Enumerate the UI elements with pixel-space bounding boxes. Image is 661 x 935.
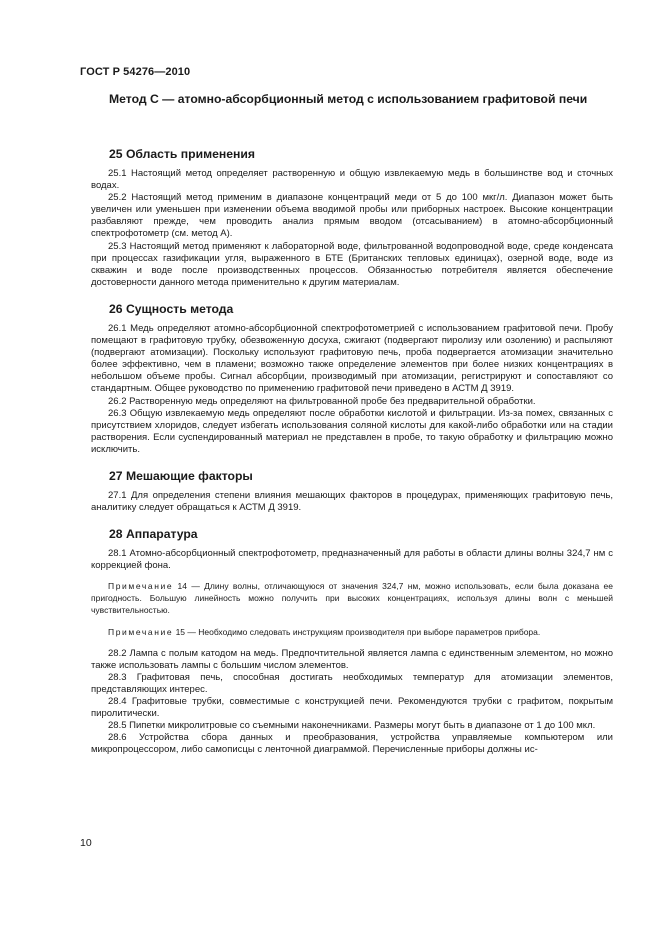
section-25-title: 25 Область применения [109, 147, 255, 161]
paragraph-25-1: 25.1 Настоящий метод определяет растворенную и общую извлекаемую медь в большинстве вод и сточных водах. [91, 168, 613, 192]
note-label: Примечание [108, 627, 174, 638]
paragraph-26-3: 26.3 Общую извлекаемую медь определяют после обработки кислотой и фильтрации. Из-за помех, связанных с присутствием хлоридов, следует избегать использования соляной кислоты для какой-либо обработки или на стадии растворения. Если суспендированный материал не представлен в пробе, то такую обработку и фильтрацию можно исключить. [91, 407, 613, 455]
note-text: 15 — Необходимо следовать инструкциям производителя при выборе параметров прибора. [173, 627, 541, 638]
paragraph-28-1: 28.1 Атомно-абсорбционный спектрофотометр, предназначенный для работы в области длины волны 324,7 нм с коррекцией фона. [91, 548, 613, 572]
paragraph-28-5: 28.5 Пипетки микролитровые со съемными наконечниками. Размеры могут быть в диапазоне от 1 до 100 мкл. [108, 720, 596, 732]
paragraph-26-1: 26.1 Медь определяют атомно-абсорбционной спектрофотометрией с использованием графитовой печи. Пробу помещают в графитовую трубку, обезвоженную досуха, сжигают (подвергают пиролизу или озолению) и распыляют (подвергают атомизации). Поскольку используют графитовую печь, проба подвергается атомизации значительно более эффективно, чем в пламени; возможно также определение элементов при более низких концентрациях в небольшом объеме пробы. Сигнал абсорбции, производимый при атомизации, регистрируют и сопоставляют со стандартным. Общее руководство по применению графитовой печи приведено в АСТМ Д 3919. [91, 322, 613, 395]
paragraph-25-2: 25.2 Настоящий метод применим в диапазоне концентраций меди от 5 до 100 мкг/л. Диапазон может быть увеличен или уменьшен при изменении объема вводимой пробы или приборных настроек. Высокие концентрации разбавляют прежде, чем проводить анализ прямым вводом (отсасыванием) в атомно-абсорбционный спектрофотометр (см. метод А). [91, 192, 613, 240]
section-26-title: 26 Сущность метода [109, 301, 234, 316]
section-28-title: 28 Аппаратура [109, 527, 198, 542]
page-content [91, 92, 613, 757]
page-number: 10 [80, 837, 92, 849]
paragraph-28-4: 28.4 Графитовые трубки, совместимые с конструкцией печи. Рекомендуются трубки с графитом, покрытым пиролитически. [91, 696, 613, 720]
note-label: Примечание [108, 581, 174, 592]
paragraph-27-1: 27.1 Для определения степени влияния мешающих факторов в процедурах, применяющих графитовую печь, аналитику следует обращаться к АСТМ Д 3919. [91, 489, 613, 514]
note-text: 14 — Длину волны, отличающуюся от значения 324,7 нм, можно использовать, если была доказана ее пригодность. Большую линейность можно получить при высоких концентрациях, используя длины волн с меньшей чувствительностью. [91, 581, 613, 615]
method-title: Метод С — атомно-абсорбционный метод с использованием графитовой печи [109, 92, 588, 106]
paragraph-28-2: 28.2 Лампа с полым катодом на медь. Предпочтительной является лампа с единственным элементом, но можно также использовать лампы с большим числом элементов. [91, 647, 613, 671]
note-15 [91, 627, 613, 639]
note-14 [91, 581, 613, 616]
section-27-title: 27 Мешающие факторы [109, 468, 253, 483]
paragraph-28-3: 28.3 Графитовая печь, способная достигать необходимых температур для атомизации элементов, представляющих интерес. [91, 671, 613, 695]
paragraph-26-2: 26.2 Растворенную медь определяют на фильтрованной пробе без предварительной обработки. [108, 395, 536, 407]
standard-header: ГОСТ Р 54276—2010 [80, 66, 191, 78]
paragraph-28-6: 28.6 Устройства сбора данных и преобразования, устройства управляемые компьютером или микропроцессором, либо самописцы с ленточной диаграммой. Перечисленные приборы должны ис- [91, 732, 613, 756]
paragraph-25-3: 25.3 Настоящий метод применяют к лабораторной воде, фильтрованной водопроводной воде, среде конденсата при процессах газификации угля, выраженного в БТЕ (Британских тепловых единицах), озерной воде, воде из скважин и воде после производственных процессов. Обязанностью потребителя является обеспечение достоверности данного метода применительно к другим материалам. [91, 240, 613, 288]
